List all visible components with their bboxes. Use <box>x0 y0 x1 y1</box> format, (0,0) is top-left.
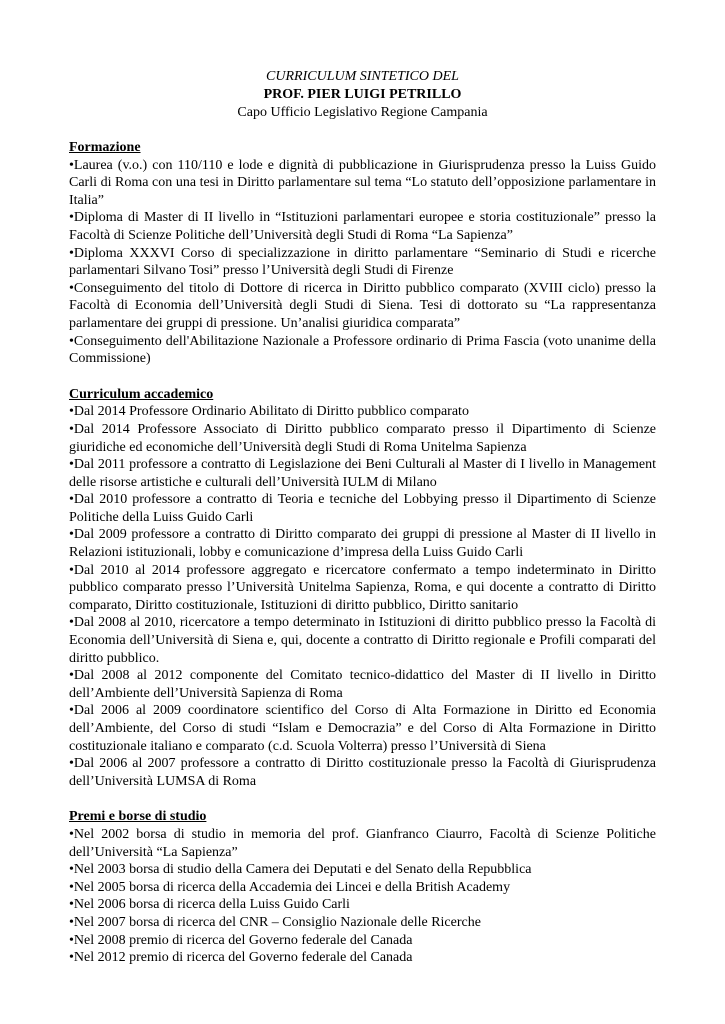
list-item-text: Conseguimento del titolo di Dottore di ricerca in Diritto pubblico comparato (XVIII ciclo) presso la Facoltà di Economia dell’Università degli Studi di Siena. Tesi di dottorato su “La rappresentanza parlamentare dei gruppi di pressione. Un’analisi giuridica comparata” <box>69 280 656 331</box>
list-item <box>69 614 656 667</box>
list-item-text: Dal 2010 al 2014 professore aggregato e ricercatore confermato a tempo indeterminato in Diritto pubblico comparato presso l’Università Unitelma Sapienza, Roma, e qui docente a contratto di Diritto comparato, Diritto costituzionale, Istituzioni di diritto pubblico, Diritto sanitario <box>69 562 656 613</box>
list-item-text: Dal 2010 professore a contratto di Teoria e tecniche del Lobbying presso il Dipartimento di Scienze Politiche della Luiss Guido Carli <box>69 492 656 525</box>
bullet-list <box>69 157 656 368</box>
bullet-icon: • <box>69 897 74 913</box>
list-item <box>69 755 656 790</box>
list-item-text: Diploma XXXVI Corso di specializzazione in diritto parlamentare “Seminario di Studi e ricerche parlamentari Silvano Tosi” presso l’Università degli Studi di Firenze <box>69 245 656 279</box>
section-premi-e-borse-di-studio <box>69 808 656 966</box>
bullet-icon: • <box>69 421 74 437</box>
bullet-icon: • <box>69 333 74 349</box>
list-item <box>69 526 656 561</box>
list-item <box>69 333 656 368</box>
list-item-text: Nel 2012 premio di ricerca del Governo federale del Canada <box>73 950 413 966</box>
list-item <box>69 667 656 702</box>
bullet-icon: • <box>69 210 74 226</box>
bullet-icon: • <box>69 932 74 948</box>
section-formazione <box>69 139 656 368</box>
list-item <box>69 932 656 950</box>
list-item <box>69 562 656 615</box>
list-item <box>69 702 656 755</box>
list-item-text: Nel 2007 borsa di ricerca del CNR – Consiglio Nazionale delle Ricerche <box>73 914 481 930</box>
list-item <box>69 209 656 244</box>
bullet-icon: • <box>69 862 74 878</box>
bullet-icon: • <box>69 703 74 719</box>
list-item-text: Dal 2011 professore a contratto di Legislazione dei Beni Culturali al Master di I livello in Management delle risorse artistiche e culturali dell’Università IULM di Milano <box>69 457 656 490</box>
list-item-text: Nel 2002 borsa di studio in memoria del prof. Gianfranco Ciaurro, Facoltà di Scienze Politiche dell’Università “La Sapienza” <box>69 826 656 860</box>
bullet-list <box>69 403 656 790</box>
list-item <box>69 245 656 280</box>
bullet-icon: • <box>69 668 74 684</box>
section-curriculum-accademico <box>69 386 656 791</box>
list-item-text: Dal 2008 al 2010, ricercatore a tempo determinato in Istituzioni di diritto pubblico presso la Facoltà di Economia dell’Università di Siena e, qui, docente a contratto di Diritto regionale e Profili comparati del diritto pubblico. <box>69 615 656 666</box>
bullet-icon: • <box>69 756 74 772</box>
list-item-text: Nel 2005 borsa di ricerca della Accademia dei Lincei e della British Academy <box>73 879 511 895</box>
bullet-icon: • <box>69 280 74 296</box>
list-item-text: Diploma di Master di II livello in “Istituzioni parlamentari europee e storia costituzionale” presso la Facoltà di Scienze Politiche dell’Università degli Studi di Roma “La Sapienza” <box>69 210 656 243</box>
list-item-text: Dal 2006 al 2009 coordinatore scientifico del Corso di Alta Formazione in Diritto ed Economia dell’Ambiente, del Corso di studi “Islam e Democrazia” e del Corso di Alta Formazione in Diritto costituzionale italiano e comparato (c.d. Scuola Volterra) presso l’Università di Siena <box>69 703 656 754</box>
bullet-icon: • <box>69 245 74 261</box>
list-item-text: Nel 2008 premio di ricerca del Governo federale del Canada <box>73 932 413 948</box>
section-heading: Premi e borse di studio <box>69 809 207 825</box>
list-item <box>69 403 656 421</box>
list-item <box>69 896 656 914</box>
list-item-text: Dal 2009 professore a contratto di Diritto comparato dei gruppi di pressione al Master di II livello in Relazioni istituzionali, lobby e comunicazione d’impresa della Luiss Guido Carli <box>69 527 656 561</box>
bullet-icon: • <box>69 615 74 631</box>
document-header <box>69 68 656 122</box>
list-item-text: Dal 2014 Professore Ordinario Abilitato di Diritto pubblico comparato <box>73 404 469 420</box>
bullet-icon: • <box>69 914 74 930</box>
header-role: Capo Ufficio Legislativo Regione Campania <box>237 105 488 120</box>
list-item-text: Dal 2008 al 2012 componente del Comitato tecnico-didattico del Master di II livello in Diritto dell’Ambiente dell’Università Sapienza di Roma <box>69 668 656 701</box>
bullet-icon: • <box>69 879 74 895</box>
bullet-icon: • <box>69 404 74 420</box>
list-item-text: Laurea (v.o.) con 110/110 e lode e dignità di pubblicazione in Giurisprudenza presso la Luiss Guido Carli di Roma con una tesi in Diritto parlamentare sul tema “Lo statuto dell’opposizione parlamentare in Italia” <box>69 157 656 208</box>
list-item <box>69 421 656 456</box>
header-title: CURRICULUM SINTETICO DEL <box>266 69 459 84</box>
list-item <box>69 280 656 333</box>
list-item <box>69 914 656 932</box>
list-item-text: Dal 2006 al 2007 professore a contratto di Diritto costituzionale presso la Facoltà di Giurisprudenza dell’Università LUMSA di Roma <box>69 756 656 789</box>
list-item <box>69 861 656 879</box>
bullet-icon: • <box>69 826 74 842</box>
bullet-list <box>69 826 656 967</box>
list-item <box>69 879 656 897</box>
list-item <box>69 949 656 967</box>
list-item-text: Nel 2003 borsa di studio della Camera dei Deputati e del Senato della Repubblica <box>73 862 532 878</box>
list-item <box>69 491 656 526</box>
list-item <box>69 826 656 861</box>
list-item-text: Conseguimento dell'Abilitazione Nazionale a Professore ordinario di Prima Fascia (voto unanime della Commissione) <box>69 333 656 367</box>
sections-container <box>69 139 656 967</box>
bullet-icon: • <box>69 157 74 173</box>
list-item-text: Nel 2006 borsa di ricerca della Luiss Guido Carli <box>73 897 350 913</box>
bullet-icon: • <box>69 527 74 543</box>
list-item-text: Dal 2014 Professore Associato di Diritto pubblico comparato presso il Dipartimento di Scienze giuridiche ed economiche dell’Università degli Studi di Roma Unitelma Sapienza <box>69 421 656 455</box>
bullet-icon: • <box>69 492 74 508</box>
list-item <box>69 157 656 210</box>
section-heading: Formazione <box>69 140 141 155</box>
list-item <box>69 456 656 491</box>
bullet-icon: • <box>69 950 74 966</box>
bullet-icon: • <box>69 562 74 578</box>
header-name: PROF. PIER LUIGI PETRILLO <box>263 87 462 102</box>
section-heading: Curriculum accademico <box>69 386 214 402</box>
bullet-icon: • <box>69 457 74 473</box>
